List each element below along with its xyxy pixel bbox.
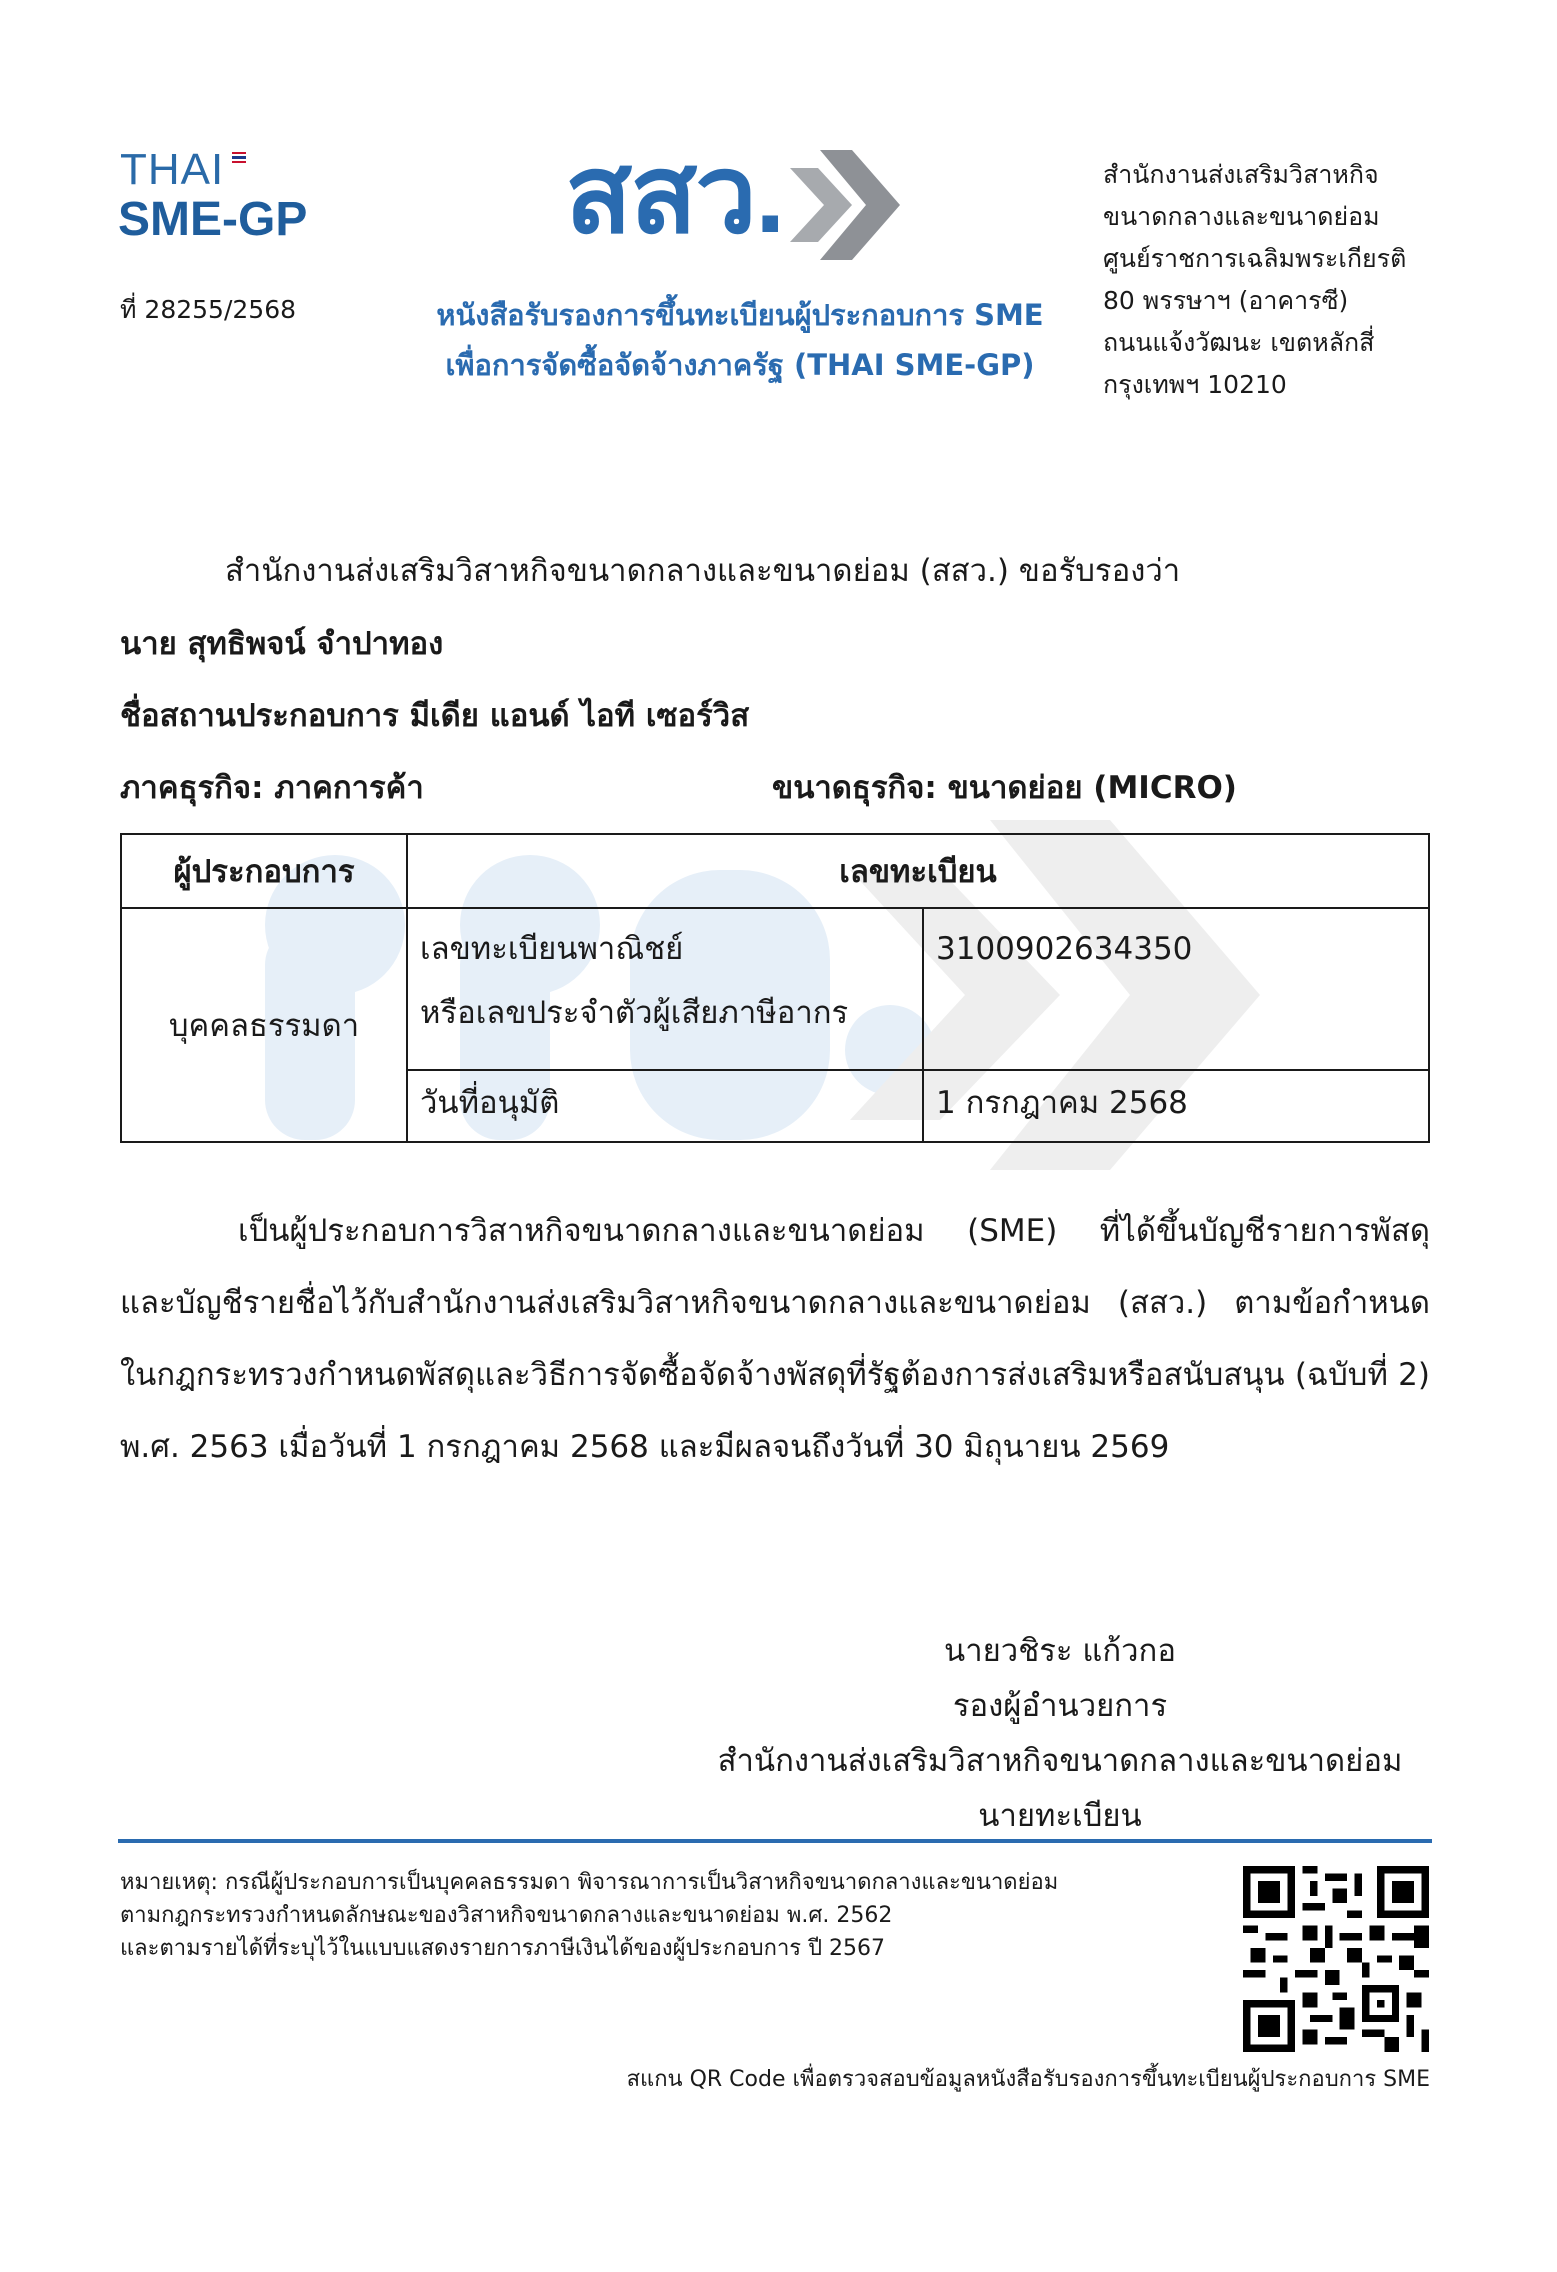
logo-thai-text: THAI [120, 145, 225, 194]
signer-name: นายวชิระ แก้วกอ [944, 1633, 1176, 1669]
logo-smegp-text: SME-GP [118, 193, 308, 246]
footer-note [120, 1866, 1200, 1965]
registration-table [120, 833, 1430, 1143]
document-number: ที่ 28255/2568 [120, 295, 297, 324]
table-header-registration: เลขทะเบียน [407, 834, 1429, 908]
address-line: 80 พรรษาฯ (อาคารซี) [1103, 286, 1349, 315]
note-line: ตามกฎกระทรวงกำหนดลักษณะของวิสาหกิจขนาดกลางและขนาดย่อม พ.ศ. 2562 [120, 1903, 893, 1928]
note-line: และตามรายได้ที่ระบุไว้ในแบบแสดงรายการภาษีเงินได้ของผู้ประกอบการ ปี 2567 [120, 1936, 886, 1961]
main-logo: สสว. [565, 133, 784, 256]
approval-date-label: วันที่อนุมัติ [407, 1070, 923, 1142]
address-line: ถนนแจ้งวัฒนะ เขตหลักสี่ [1103, 328, 1375, 357]
thai-flag-icon [232, 152, 246, 162]
note-line: หมายเหตุ: กรณีผู้ประกอบการเป็นบุคคลธรรมดา พิจารณาการเป็นวิสาหกิจขนาดกลางและขนาดย่อม [120, 1870, 1059, 1895]
registration-label [407, 908, 923, 1070]
address-line: ขนาดกลางและขนาดย่อม [1103, 202, 1380, 231]
certificate-title-line1: หนังสือรับรองการขึ้นทะเบียนผู้ประกอบการ SME [436, 298, 1044, 332]
registration-number: 3100902634350 [923, 908, 1429, 1070]
office-address [1103, 154, 1523, 406]
certificate-title-line2: เพื่อการจัดซื้อจัดจ้างภาครัฐ (THAI SME-GP) [445, 348, 1035, 382]
operator-name: นาย สุทธิพจน์ จำปาทอง [120, 626, 444, 662]
qr-code-icon[interactable] [1243, 1866, 1429, 2052]
paragraph-text: เป็นผู้ประกอบการวิสาหกิจขนาดกลางและขนาดย่อม (SME) ที่ได้ขึ้นบัญชีรายการพัสดุ และบัญชีรายชื่อไว้กับสำนักงานส่งเสริมวิสาหกิจขนาดกลางและขนาดย่อม (สสว.) ตามข้อกำหนดในกฎกระทรวงกำหนดพัสดุและวิธีการจัดซื้อจัดจ้างพัสดุที่รัฐต้องการส่งเสริมหรือสนับสนุน (ฉบับที่ 2) พ.ศ. 2563 เมื่อวันที่ 1 กรกฎาคม 2568 และมีผลจนถึงวันที่ 30 มิถุนายน 2569 [120, 1213, 1430, 1465]
address-line: สำนักงานส่งเสริมวิสาหกิจ [1103, 160, 1379, 189]
business-size: ขนาดธุรกิจ: ขนาดย่อย (MICRO) [772, 770, 1237, 806]
registration-label-line1: เลขทะเบียนพาณิชย์ [420, 931, 684, 967]
intro-text: สำนักงานส่งเสริมวิสาหกิจขนาดกลางและขนาดย่อม (สสว.) ขอรับรองว่า [225, 553, 1181, 589]
certification-paragraph [120, 1195, 1430, 1483]
address-line: กรุงเทพฯ 10210 [1103, 370, 1287, 399]
signer-office: สำนักงานส่งเสริมวิสาหกิจขนาดกลางและขนาดย่อม [717, 1743, 1403, 1779]
address-line: ศูนย์ราชการเฉลิมพระเกียรติ [1103, 244, 1407, 273]
registration-label-line2: หรือเลขประจำตัวผู้เสียภาษีอากร [420, 995, 849, 1031]
business-sector: ภาคธุรกิจ: ภาคการค้า [120, 770, 424, 806]
operator-type: บุคคลธรรมดา [121, 908, 407, 1142]
chevron-logo-icon [790, 150, 910, 260]
approval-date: 1 กรกฎาคม 2568 [923, 1070, 1429, 1142]
signer-position: รองผู้อำนวยการ [952, 1688, 1168, 1724]
signer-role: นายทะเบียน [978, 1798, 1142, 1834]
business-name: ชื่อสถานประกอบการ มีเดีย แอนด์ ไอที เซอร์วิส [120, 698, 750, 734]
qr-caption: สแกน QR Code เพื่อตรวจสอบข้อมูลหนังสือรับรองการขึ้นทะเบียนผู้ประกอบการ SME [626, 2067, 1430, 2092]
footer-divider [118, 1839, 1432, 1843]
table-header-type: ผู้ประกอบการ [121, 834, 407, 908]
